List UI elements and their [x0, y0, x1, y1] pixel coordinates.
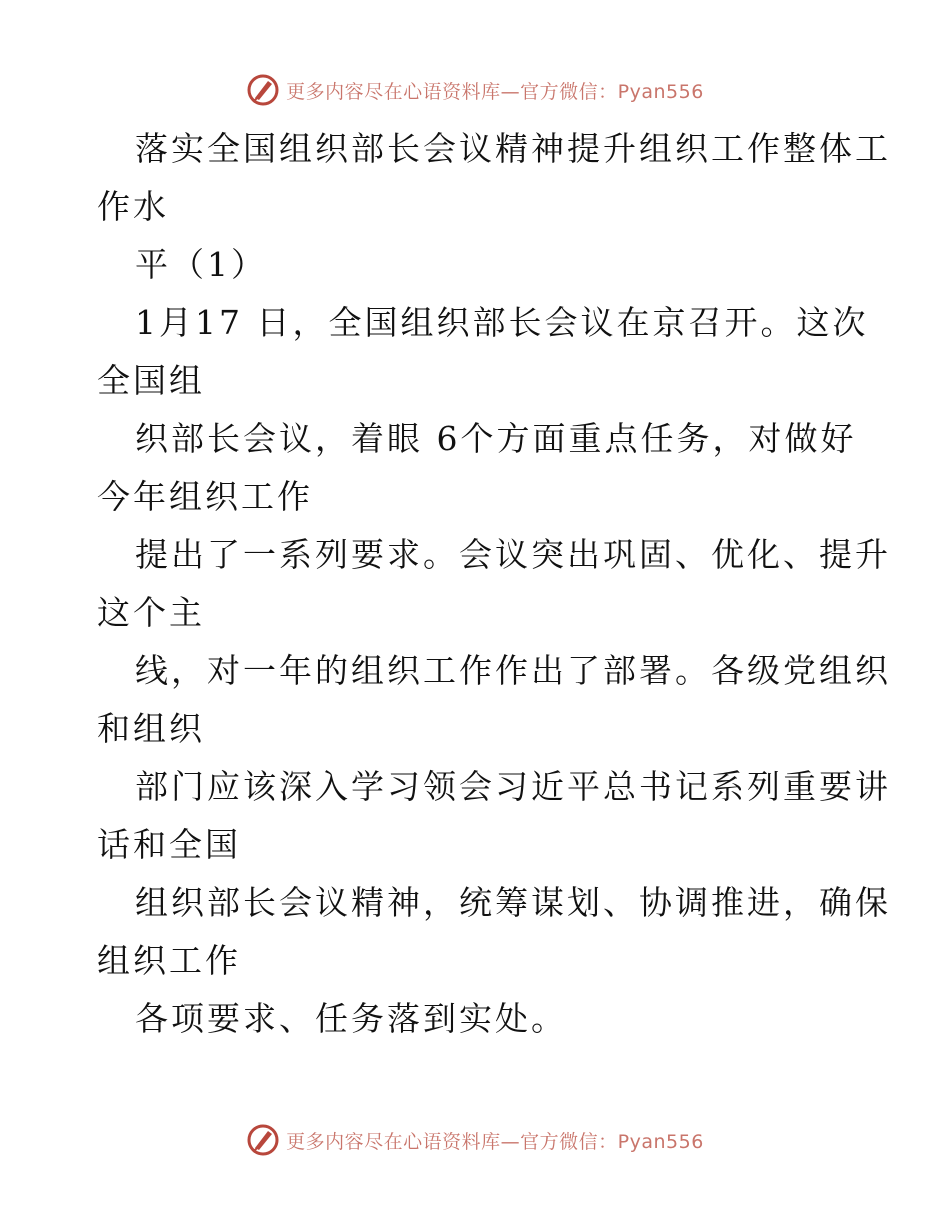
paragraph-line: 和组织	[97, 709, 205, 748]
paragraph-line: 组织部长会议精神，统筹谋划、协调推进，确保	[135, 883, 891, 922]
paragraph-line: 话和全国	[97, 825, 241, 864]
header-banner	[0, 70, 950, 110]
paragraph-line: 1月17 日，全国组织部长会议在京召开。这次	[135, 303, 869, 342]
footer-banner	[0, 1120, 950, 1160]
paragraph-line: 各项要求、任务落到实处。	[135, 999, 567, 1038]
quill-logo-icon	[246, 1123, 280, 1157]
document-title-line-1: 落实全国组织部长会议精神提升组织工作整体工	[135, 129, 891, 168]
paragraph-line: 线，对一年的组织工作作出了部署。各级党组织	[135, 651, 891, 690]
document-body	[97, 120, 891, 1048]
paragraph-line: 织部长会议，着眼 6个方面重点任务，对做好	[135, 419, 857, 458]
header-banner-text: 更多内容尽在心语资料库—官方微信：Pyan556	[286, 80, 704, 103]
paragraph-line: 部门应该深入学习领会习近平总书记系列重要讲	[135, 767, 891, 806]
quill-logo-icon	[246, 73, 280, 107]
paragraph-line: 今年组织工作	[97, 477, 313, 516]
paragraph-line: 全国组	[97, 361, 205, 400]
paragraph-line: 这个主	[97, 593, 205, 632]
paragraph-line: 组织工作	[97, 941, 241, 980]
paragraph-line: 提出了一系列要求。会议突出巩固、优化、提升	[135, 535, 891, 574]
footer-banner-text: 更多内容尽在心语资料库—官方微信：Pyan556	[286, 1130, 704, 1153]
document-title-line-3: 平（1）	[135, 245, 267, 284]
document-title-line-2: 作水	[97, 187, 169, 226]
